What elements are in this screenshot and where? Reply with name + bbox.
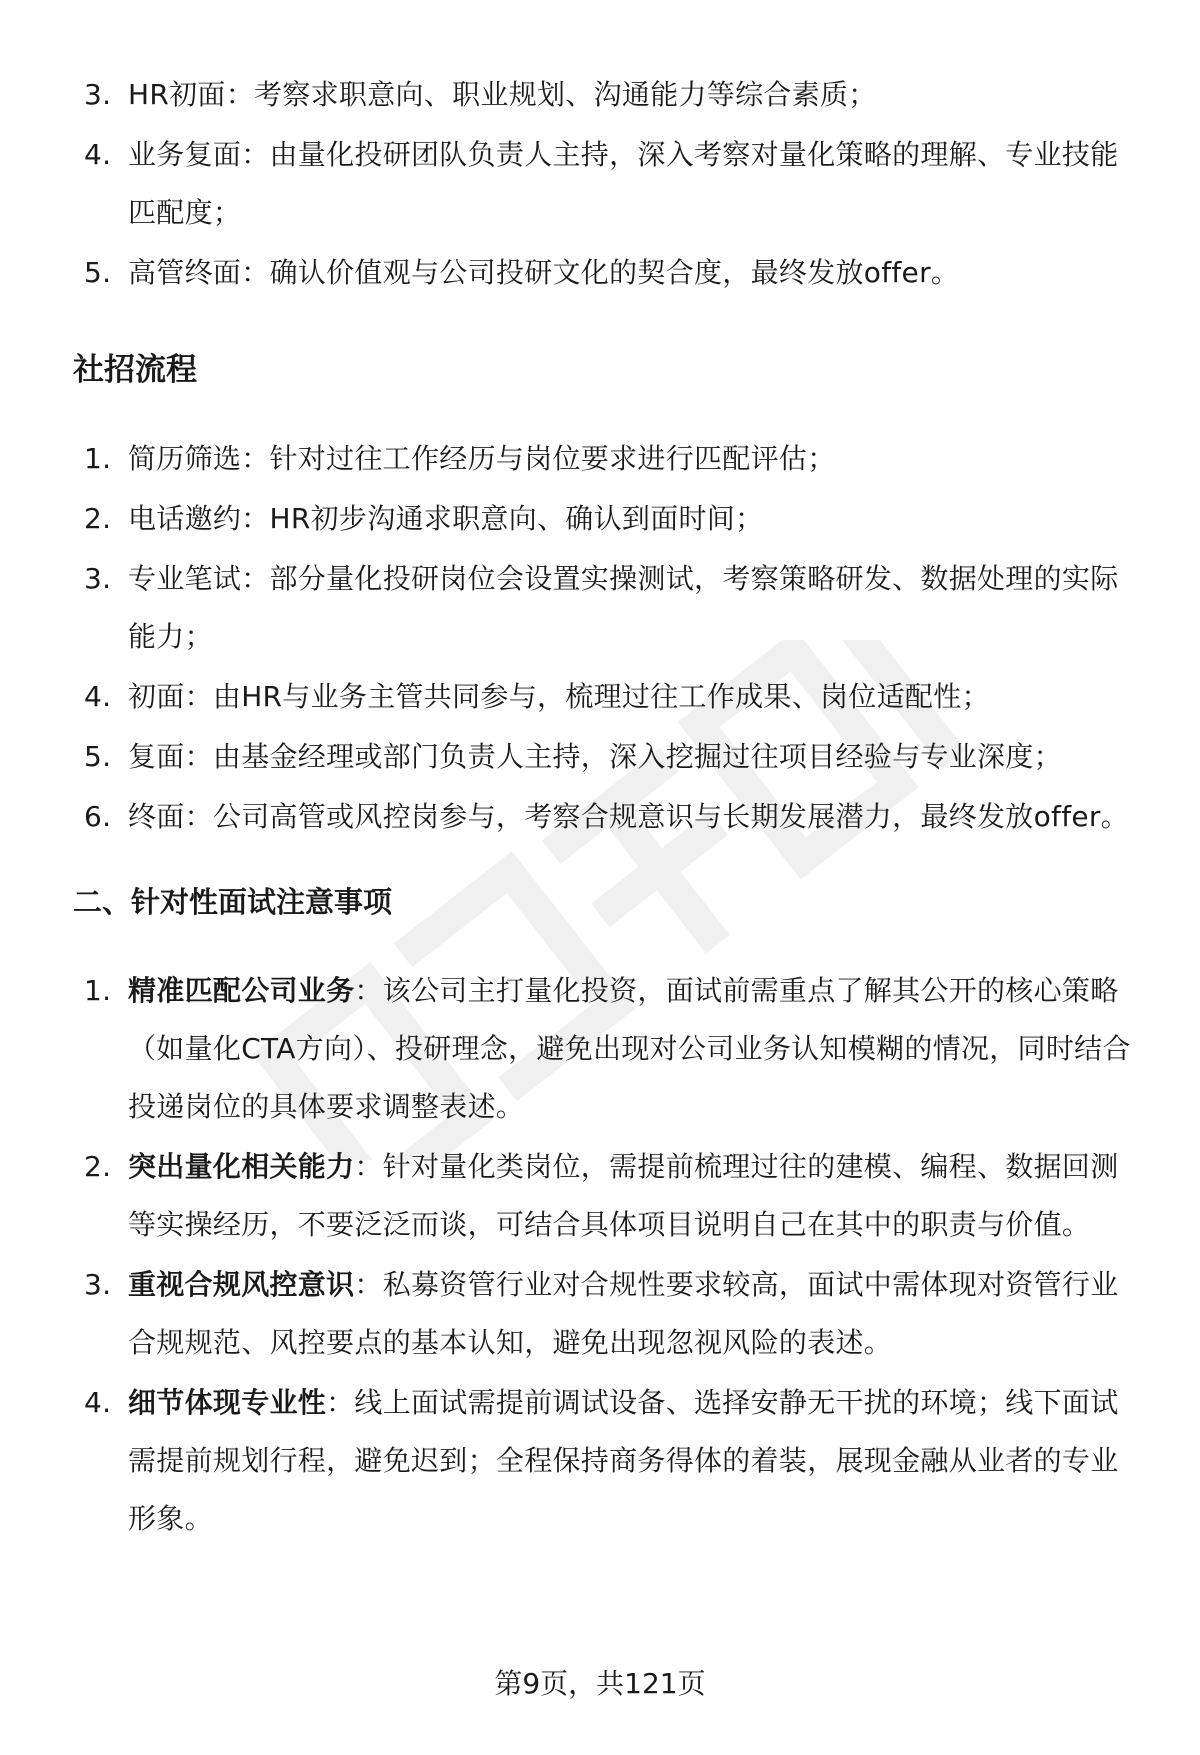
tip-text: ：私募资管行业对合规性要求较高，面试中需体现对资管行业合规规范、风控要点的基本认知，避免出现忽视风险的表述。 — [128, 1268, 1119, 1359]
interview-tips-list — [73, 962, 1143, 1548]
social-process-list — [73, 430, 1143, 846]
list-item-number: 3. — [84, 78, 112, 111]
tip-heading: 细节体现专业性 — [128, 1386, 327, 1419]
list-item-number: 3. — [84, 1268, 112, 1301]
list-item-number: 2. — [84, 1150, 112, 1183]
list-item-text: 电话邀约：HR初步沟通求职意向、确认到面时间； — [128, 502, 764, 535]
list-item — [73, 1256, 1143, 1372]
list-item-text: HR初面：考察求职意向、职业规划、沟通能力等综合素质； — [128, 78, 877, 111]
list-item-number: 1. — [84, 974, 112, 1007]
document-content — [73, 66, 1143, 1548]
list-item — [73, 126, 1143, 242]
list-item — [73, 244, 1143, 302]
list-item-text: 初面：由HR与业务主管共同参与，梳理过往工作成果、岗位适配性； — [128, 680, 990, 713]
section-title-tips: 二、针对性面试注意事项 — [73, 885, 393, 919]
list-item-number: 6. — [84, 800, 112, 833]
list-item-text: 高管终面：确认价值观与公司投研文化的契合度，最终发放offer。 — [128, 256, 960, 289]
list-item — [73, 728, 1143, 786]
list-item-number: 5. — [84, 256, 112, 289]
section-title-social: 社招流程 — [73, 352, 197, 388]
list-item — [73, 66, 1143, 124]
list-item — [73, 550, 1143, 666]
list-item — [73, 1374, 1143, 1548]
list-item-number: 3. — [84, 562, 112, 595]
tip-heading: 重视合规风控意识 — [128, 1268, 355, 1301]
list-item-number: 4. — [84, 138, 112, 171]
list-item-text: 复面：由基金经理或部门负责人主持，深入挖掘过往项目经验与专业深度； — [128, 740, 1062, 773]
tip-text: ：针对量化类岗位，需提前梳理过往的建模、编程、数据回测等实操经历，不要泛泛而谈，可结合具体项目说明自己在其中的职责与价值。 — [128, 1150, 1119, 1241]
tip-text: ：该公司主打量化投资，面试前需重点了解其公开的核心策略（如量化CTA方向）、投研理念，避免出现对公司业务认知模糊的情况，同时结合投递岗位的具体要求调整表述。 — [128, 974, 1131, 1123]
tip-heading: 精准匹配公司业务 — [128, 974, 355, 1007]
list-item — [73, 788, 1143, 846]
list-item — [73, 1138, 1143, 1254]
campus-process-list — [73, 66, 1143, 302]
list-item — [73, 430, 1143, 488]
list-item-text: 简历筛选：针对过往工作经历与岗位要求进行匹配评估； — [128, 442, 836, 475]
list-item — [73, 490, 1143, 548]
list-item-number: 1. — [84, 442, 112, 475]
tip-text: ：线上面试需提前调试设备、选择安静无干扰的环境；线下面试需提前规划行程，避免迟到；全程保持商务得体的着装，展现金融从业者的专业形象。 — [128, 1386, 1119, 1535]
list-item — [73, 962, 1143, 1136]
list-item-text: 专业笔试：部分量化投研岗位会设置实操测试，考察策略研发、数据处理的实际能力； — [128, 562, 1119, 653]
page-number-footer: 第9页，共121页 — [494, 1667, 706, 1700]
list-item-number: 5. — [84, 740, 112, 773]
list-item-text: 业务复面：由量化投研团队负责人主持，深入考察对量化策略的理解、专业技能匹配度； — [128, 138, 1119, 229]
tip-heading: 突出量化相关能力 — [128, 1150, 355, 1183]
list-item-number: 2. — [84, 502, 112, 535]
list-item-number: 4. — [84, 680, 112, 713]
list-item-number: 4. — [84, 1386, 112, 1419]
list-item-text: 终面：公司高管或风控岗参与，考察合规意识与长期发展潜力，最终发放offer。 — [128, 800, 1129, 833]
list-item — [73, 668, 1143, 726]
